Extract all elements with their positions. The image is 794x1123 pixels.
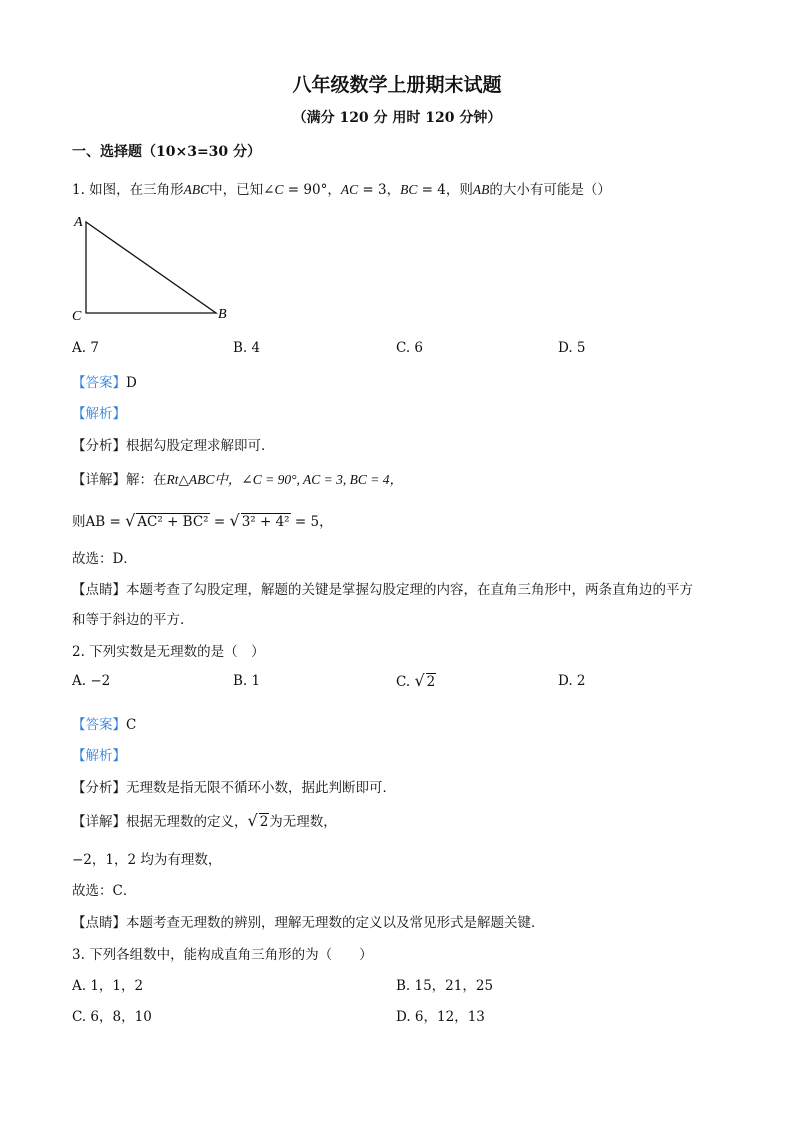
vertex-label-a: A <box>74 215 83 230</box>
dianjing-tag: 【点睛】 <box>72 582 126 598</box>
q1-analysis-tag <box>72 402 126 422</box>
q2-option-a[interactable]: A. −2 <box>72 673 111 689</box>
q1-stem-ab: AB <box>472 182 490 197</box>
q1-stem-text-e: = 3， <box>358 182 401 198</box>
calc-radicand-2: 3² + 4² <box>241 514 290 530</box>
fenxi-tag: 【分析】 <box>72 438 126 454</box>
q2-option-c-radicand: 2 <box>426 674 436 690</box>
q2-xiangjie <box>72 810 337 830</box>
q3-option-a[interactable]: A. 1，1，2 <box>72 978 144 994</box>
analysis-tag: 【解析】 <box>72 406 126 422</box>
q3-option-d[interactable]: D. 6，12，13 <box>396 1009 485 1025</box>
xiangjie-text-b: 为无理数， <box>269 814 337 830</box>
answer-tag: 【答案】 <box>72 375 126 391</box>
calc-mid: = <box>209 514 230 530</box>
xiangjie-math: Rt△ABC <box>166 472 215 487</box>
q1-option-b[interactable]: B. 4 <box>233 340 261 356</box>
q2-option-c[interactable] <box>396 671 436 690</box>
q1-fenxi <box>72 434 275 454</box>
page-subtitle: （满分 120 分 用时 120 分钟） <box>292 110 502 126</box>
dianjing-text: 本题考查无理数的辨别，理解无理数的定义以及常见形式是解题关键． <box>126 915 545 931</box>
q1-option-d[interactable]: D. 5 <box>558 340 586 356</box>
q1-choose: 故选：D． <box>72 551 137 567</box>
q2-stem: 2. 下列实数是无理数的是（ ） <box>72 644 265 660</box>
vertex-label-b: B <box>218 307 227 322</box>
sqrt-icon: √ <box>414 671 425 690</box>
xiangjie-text-b: 中，∠C = 90°, AC = 3, BC = 4， <box>214 472 403 487</box>
fenxi-text: 无理数是指无限不循环小数，据此判断即可． <box>126 780 396 796</box>
xiangjie-radicand: 2 <box>259 814 269 830</box>
answer-tag: 【答案】 <box>72 717 126 733</box>
answer-value: C <box>126 717 137 733</box>
q2-dianjing <box>72 911 545 931</box>
q1-stem-text-a: 1. 如图，在三角形 <box>72 182 184 198</box>
calc-lhs: AB = <box>85 514 126 530</box>
calc-end: = 5， <box>290 514 333 530</box>
q1-stem-c: C <box>274 182 284 197</box>
q1-stem-text-f: = 4，则 <box>417 182 473 198</box>
fenxi-tag: 【分析】 <box>72 780 126 796</box>
q1-option-a[interactable]: A. 7 <box>72 340 99 356</box>
xiangjie-tag: 【详解】 <box>72 472 126 488</box>
q3-option-b[interactable]: B. 15，21，25 <box>396 978 494 994</box>
xiangjie-tag: 【详解】 <box>72 814 126 830</box>
triangle-figure <box>68 208 238 328</box>
q2-option-b[interactable]: B. 1 <box>233 673 261 689</box>
q1-stem-bc: BC <box>400 182 418 197</box>
q1-xiangjie <box>72 468 403 488</box>
xiangjie-text: 解：在 <box>126 472 167 488</box>
q2-choose: 故选：C． <box>72 883 137 899</box>
q1-stem-abc: ABC <box>183 182 210 197</box>
q2-option-c-label: C. <box>396 674 415 690</box>
q1-calc <box>72 510 333 530</box>
q3-stem: 3. 下列各组数中，能构成直角三角形的为（ ） <box>72 947 373 963</box>
fenxi-text: 根据勾股定理求解即可． <box>126 438 275 454</box>
q1-option-c[interactable]: C. 6 <box>396 340 424 356</box>
q1-stem-ac: AC <box>340 182 359 197</box>
sqrt-icon: √ <box>229 511 240 530</box>
section-heading: 一、选择题（10×3=30 分） <box>72 144 262 160</box>
q2-option-d[interactable]: D. 2 <box>558 673 586 689</box>
calc-radicand-1: AC² + BC² <box>137 514 209 530</box>
dianjing-tag: 【点睛】 <box>72 915 126 931</box>
q2-fenxi <box>72 776 396 796</box>
q1-stem-text-d: = 90°， <box>283 182 341 198</box>
q2-line2: −2，1，2 均为有理数， <box>72 852 222 868</box>
q1-stem <box>72 178 611 198</box>
xiangjie-text-a: 根据无理数的定义， <box>126 814 248 830</box>
sqrt-icon: √ <box>247 811 258 830</box>
q3-option-c[interactable]: C. 6，8，10 <box>72 1009 152 1025</box>
page-title: 八年级数学上册期末试题 <box>292 74 502 96</box>
sqrt-icon: √ <box>125 511 136 530</box>
dianjing-text: 本题考查了勾股定理，解题的关键是掌握勾股定理的内容，在直角三角形中，两条直角边的平方 <box>126 582 693 598</box>
calc-prefix: 则 <box>72 514 86 530</box>
triangle-shape <box>86 222 216 313</box>
q1-stem-text-b: 中，已知∠ <box>209 182 275 198</box>
answer-value: D <box>126 375 137 391</box>
vertex-label-c: C <box>72 309 82 324</box>
q2-answer <box>72 713 136 733</box>
q1-answer <box>72 371 137 391</box>
q1-stem-text-g: 的大小有可能是（） <box>489 182 611 198</box>
analysis-tag: 【解析】 <box>72 748 126 764</box>
q2-analysis-tag <box>72 744 126 764</box>
q1-dianjing-line1 <box>72 578 693 598</box>
q1-dianjing-line2: 和等于斜边的平方． <box>72 612 194 628</box>
